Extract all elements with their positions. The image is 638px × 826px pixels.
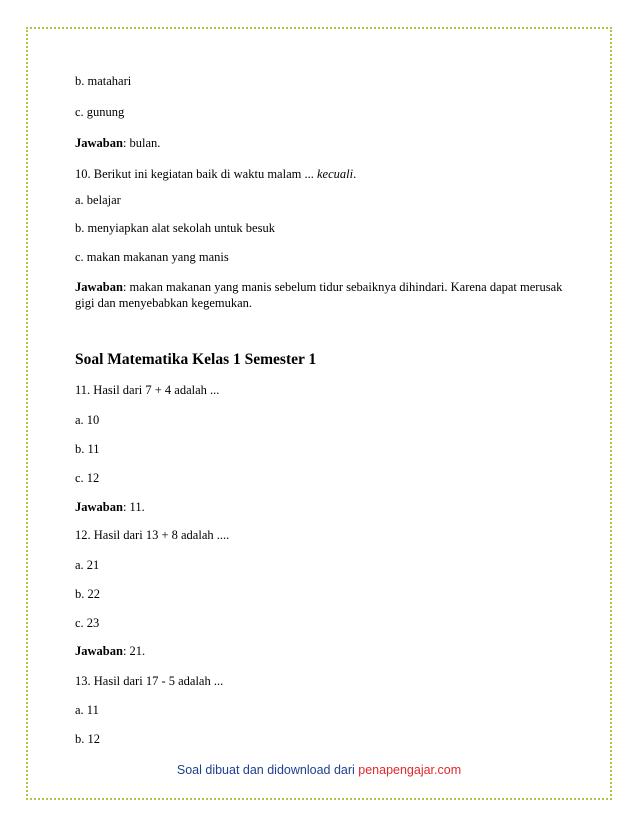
footer — [0, 762, 638, 778]
answer-11 — [75, 499, 145, 515]
question-10-end: . — [353, 167, 357, 181]
answer-12 — [75, 643, 145, 659]
answer-text: : makan makanan yang manis sebelum tidur sebaiknya dihindari. Karena dapat merusak gigi dan menyebabkan kegemukan. — [75, 280, 563, 310]
option-b-matahari: b. matahari — [75, 74, 132, 88]
option-b-menyiapkan: b. menyiapkan alat sekolah untuk besuk — [75, 221, 275, 235]
answer-label: Jawaban — [75, 500, 123, 514]
footer-link[interactable]: penapengajar.com — [358, 763, 462, 777]
option-b-22: b. 22 — [75, 587, 100, 601]
answer-10 — [75, 279, 565, 311]
question-13: 13. Hasil dari 17 - 5 adalah ... — [75, 674, 224, 688]
answer-text: : 11. — [122, 500, 145, 514]
question-12: 12. Hasil dari 13 + 8 adalah .... — [75, 528, 230, 542]
option-a-belajar: a. belajar — [75, 193, 121, 207]
answer-label: Jawaban — [75, 644, 123, 658]
question-10-text: 10. Berikut ini kegiatan baik di waktu malam ... — [75, 167, 317, 181]
answer-9 — [75, 135, 160, 151]
section-heading: Soal Matematika Kelas 1 Semester 1 — [75, 351, 317, 368]
answer-text: : 21. — [122, 644, 146, 658]
option-b-11: b. 11 — [75, 442, 100, 456]
option-a-21: a. 21 — [75, 558, 100, 572]
answer-label: Jawaban — [75, 136, 123, 150]
answer-label: Jawaban — [75, 280, 123, 294]
question-10-emphasis: kecuali — [316, 167, 354, 181]
footer-text: Soal dibuat dan didownload dari — [176, 763, 359, 777]
option-c-12: c. 12 — [75, 471, 100, 485]
option-b-12: b. 12 — [75, 732, 100, 746]
answer-text: : bulan. — [122, 136, 161, 150]
option-c-makan: c. makan makanan yang manis — [75, 250, 229, 264]
question-11: 11. Hasil dari 7 + 4 adalah ... — [75, 383, 220, 397]
question-10 — [75, 166, 356, 182]
option-a-10: a. 10 — [75, 413, 100, 427]
option-a-11: a. 11 — [75, 703, 99, 717]
option-c-gunung: c. gunung — [75, 105, 125, 119]
option-c-23: c. 23 — [75, 616, 100, 630]
